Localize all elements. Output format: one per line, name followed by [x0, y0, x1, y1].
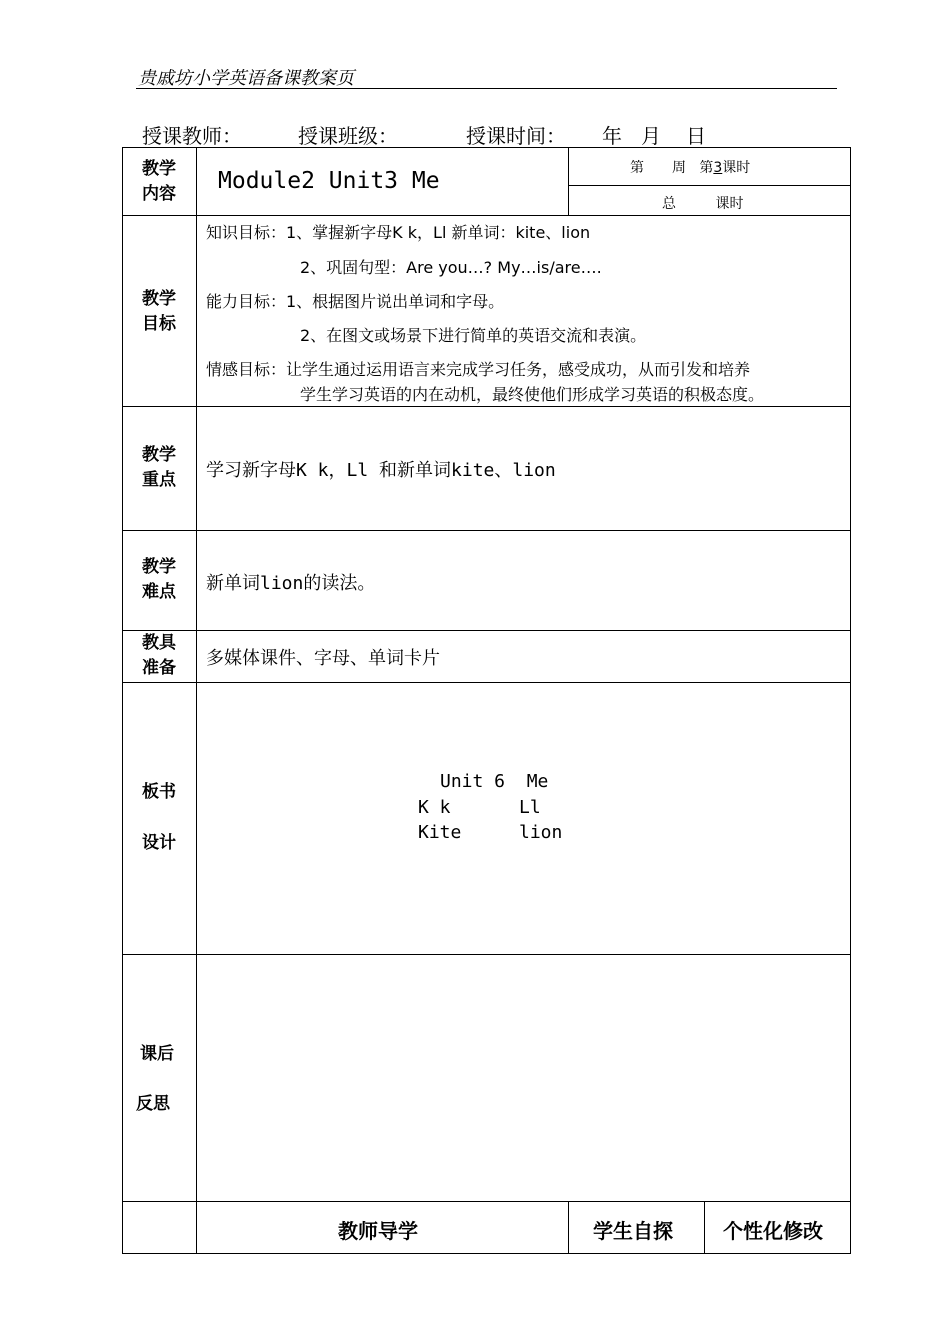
footer-student-explore: 学生自探 — [593, 1219, 673, 1243]
row-divider — [122, 682, 851, 683]
difficulties-label: 教学 难点 — [142, 557, 176, 602]
row-divider — [122, 215, 851, 216]
emotion-objective-2: 学生学习英语的内在动机，最终使他们形成学习英语的积极态度。 — [300, 385, 765, 404]
materials-label: 教具 准备 — [142, 633, 176, 678]
total-lesson-info: 总 课时 — [662, 196, 744, 212]
day-label: 日 — [686, 124, 706, 148]
reflection-label-top: 课后 — [140, 1044, 174, 1064]
year-label: 年 — [602, 124, 622, 148]
footer-divider — [568, 1201, 569, 1254]
difficulties-text: 新单词lion的读法。 — [206, 573, 376, 594]
footer-personal-edit: 个性化修改 — [723, 1219, 823, 1243]
footer-teacher-guide: 教师导学 — [338, 1219, 418, 1243]
ability-objective-2: 2、在图文或场景下进行简单的英语交流和表演。 — [300, 326, 647, 345]
board-title: Unit 6 Me — [440, 771, 549, 792]
knowledge-objective-1: 知识目标：1、掌握新字母K k，Ll 新单词：kite、lion — [206, 223, 591, 242]
board-letter-k: K k — [418, 797, 451, 818]
objectives-label: 教学 目标 — [142, 289, 176, 334]
emotion-objective-1: 情感目标：让学生通过运用语言来完成学习任务，感受成功，从而引发和培养 — [206, 360, 751, 379]
week-lesson-info: 第 周 第3课时 — [630, 160, 751, 176]
page-header-title: 贵戚坊小学英语备课教案页 — [138, 68, 354, 89]
content-cell-divider — [568, 147, 569, 215]
materials-text: 多媒体课件、字母、单词卡片 — [206, 648, 440, 669]
lesson-topic: Module2 Unit3 Me — [218, 168, 440, 194]
board-word-kite: Kite — [418, 822, 462, 843]
board-label-bottom: 设计 — [142, 833, 176, 853]
row-divider — [122, 954, 851, 955]
row-divider — [122, 630, 851, 631]
label-column-divider — [196, 147, 197, 1254]
week-cell-divider — [568, 185, 851, 186]
teacher-label: 授课教师： — [142, 124, 242, 148]
row-divider — [122, 406, 851, 407]
footer-divider — [704, 1201, 705, 1254]
month-label: 月 — [641, 124, 661, 148]
class-label: 授课班级： — [298, 124, 398, 148]
content-label: 教学 内容 — [142, 159, 176, 204]
key-points-label: 教学 重点 — [142, 445, 176, 490]
key-points-text: 学习新字母K k，Ll 和新单词kite、lion — [206, 460, 556, 481]
ability-objective-1: 能力目标：1、根据图片说出单词和字母。 — [206, 292, 505, 311]
board-letter-l: Ll — [519, 797, 541, 818]
knowledge-objective-2: 2、巩固句型：Are you…? My…is/are…. — [300, 258, 602, 277]
table-border — [122, 147, 851, 1254]
board-word-lion: lion — [519, 822, 563, 843]
board-label-top: 板书 — [142, 782, 176, 802]
header-divider — [136, 88, 837, 89]
reflection-label-bottom: 反思 — [136, 1094, 170, 1114]
row-divider — [122, 1201, 851, 1202]
lesson-plan-table — [122, 147, 851, 1254]
time-label: 授课时间： — [466, 124, 566, 148]
row-divider — [122, 530, 851, 531]
